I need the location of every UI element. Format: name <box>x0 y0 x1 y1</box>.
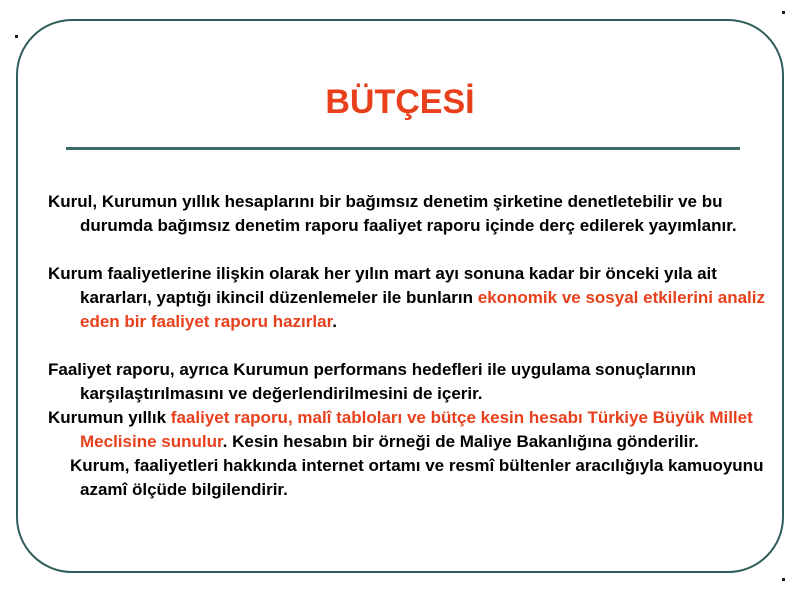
paragraph-submission-highlight: faaliyet raporu, malî tabloları ve bütçe kesin hesabı Türkiye Büyük Millet Meclisine sunulur <box>80 408 753 451</box>
slide-body <box>48 190 768 502</box>
paragraph-activity-report <box>48 262 768 334</box>
paragraph-audit-text: Kurul, Kurumun yıllık hesaplarını bir bağımsız denetim şirketine denetletebilir ve bu durumda bağımsız denetim raporu faaliyet raporu içinde derç edilerek yayımlanır. <box>48 192 737 235</box>
paragraph-submission-text: Kurumun yıllık <box>48 408 171 427</box>
corner-mark-top-right <box>782 11 785 14</box>
paragraph-audit <box>48 190 768 238</box>
slide-title: BÜTÇESİ <box>325 83 475 121</box>
corner-mark-bottom-right <box>782 578 785 581</box>
paragraph-activity-report-highlight: ekonomik ve sosyal etkilerini analiz eden bir faaliyet raporu hazırlar <box>80 288 765 331</box>
paragraph-gap <box>48 334 768 358</box>
paragraph-submission-end: . Kesin hesabın bir örneği de Maliye Bakanlığına gönderilir. <box>222 432 699 451</box>
title-divider <box>66 147 740 150</box>
paragraph-activity-report-end: . <box>332 312 337 331</box>
paragraph-activity-report-text: Kurum faaliyetlerine ilişkin olarak her yılın mart ayı sonuna kadar bir önceki yıla ait kararları, yaptığı ikincil düzenlemeler ile bunların <box>48 264 717 307</box>
paragraph-submission <box>48 406 768 454</box>
paragraph-performance-text: Faaliyet raporu, ayrıca Kurumun performans hedefleri ile uygulama sonuçlarının karşılaştırılmasını ve değerlendirilmesini de içerir. <box>48 360 697 403</box>
paragraph-gap <box>48 238 768 262</box>
paragraph-public-info <box>48 454 768 502</box>
paragraph-public-info-text: Kurum, faaliyetleri hakkında internet ortamı ve resmî bültenler aracılığıyla kamuoyunu azamî ölçüde bilgilendirir. <box>70 456 764 499</box>
paragraph-performance <box>48 358 768 406</box>
corner-mark-top-left <box>15 35 18 38</box>
